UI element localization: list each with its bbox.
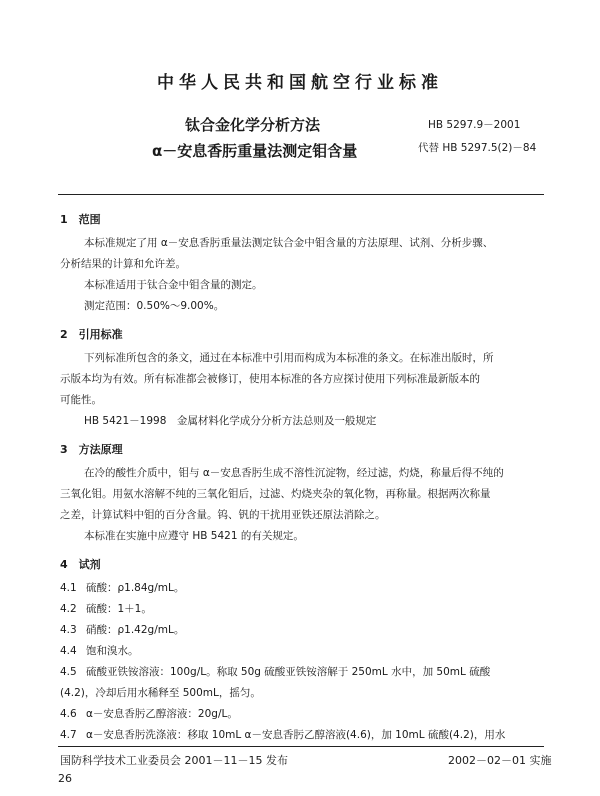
replaced-standard: 代替 HB 5297.5(2)－84 — [418, 142, 537, 154]
reagent-text: 硫酸：ρ1.84g/mL。 — [86, 582, 185, 594]
standard-code: HB 5297.9－2001 — [428, 119, 521, 131]
section-3-paragraph-line: 本标准在实施中应遵守 HB 5421 的有关规定。 — [84, 530, 304, 542]
title-line-2: α－安息香肟重量法测定钼含量 — [152, 142, 358, 160]
reagent-item — [60, 580, 184, 595]
section-2-heading: 2 引用标准 — [60, 328, 123, 341]
section-2-paragraph-line: 下列标准所包含的条文，通过在本标准中引用而构成为本标准的条文。在标准出版时，所 — [84, 352, 494, 364]
reagent-number: 4.3 — [60, 624, 77, 636]
section-3-paragraph-line: 在冷的酸性介质中，钼与 α－安息香肟生成不溶性沉淀物，经过滤，灼烧，称量后得不纯的 — [84, 467, 504, 479]
section-1-paragraph-line: 测定范围：0.50%～9.00%。 — [84, 300, 225, 312]
reagent-item — [60, 622, 184, 637]
page-number: 26 — [58, 772, 72, 785]
reagent-text: α－安息香肟洗涤液：移取 10mL α－安息香肟乙醇溶液(4.6)，加 10mL 硫酸(4.2)，用水 — [86, 729, 506, 741]
reagent-text: 硝酸：ρ1.42g/mL。 — [86, 624, 185, 636]
section-1-paragraph-line: 本标准规定了用 α－安息香肟重量法测定钛合金中钼含量的方法原理、试剂、分析步骤、 — [84, 237, 494, 249]
referenced-standard: HB 5421－1998 金属材料化学成分分析方法总则及一般规定 — [84, 415, 377, 427]
reagent-item — [60, 643, 139, 658]
section-3-heading: 3 方法原理 — [60, 443, 123, 456]
reagent-text: α－安息香肟乙醇溶液：20g/L。 — [86, 708, 238, 720]
reagent-number: 4.4 — [60, 645, 77, 657]
section-4-heading: 4 试剂 — [60, 558, 101, 571]
effective-date: 2002－02－01 实施 — [448, 754, 552, 767]
reagent-number: 4.5 — [60, 666, 77, 678]
reagent-item-continuation — [60, 685, 261, 700]
reagent-number: 4.1 — [60, 582, 77, 594]
reagent-text: 硫酸：1＋1。 — [86, 603, 152, 615]
standard-category-header: 中华人民共和国航空行业标准 — [157, 73, 443, 93]
section-2-paragraph-line: 示版本均为有效。所有标准都会被修订，使用本标准的各方应探讨使用下列标准最新版本的 — [60, 373, 480, 385]
reagent-text: (4.2)，冷却后用水稀释至 500mL，摇匀。 — [60, 687, 261, 699]
reagent-text: 硫酸亚铁铵溶液：100g/L。称取 50g 硫酸亚铁铵溶解于 250mL 水中，加 50mL 硫酸 — [86, 666, 491, 678]
reagent-item — [60, 601, 152, 616]
section-3-paragraph-line: 之差，计算试料中钼的百分含量。钨、钒的干扰用亚铁还原法消除之。 — [60, 509, 386, 521]
reagent-number: 4.6 — [60, 708, 77, 720]
publisher-line: 国防科学技术工业委员会 2001－11－15 发布 — [60, 754, 288, 767]
title-line-1: 钛合金化学分析方法 — [185, 116, 321, 134]
reagent-number: 4.2 — [60, 603, 77, 615]
section-3-paragraph-line: 三氧化钼。用氨水溶解不纯的三氧化钼后，过滤、灼烧夹杂的氧化物，再称量。根据两次称量 — [60, 488, 491, 500]
reagent-number: 4.7 — [60, 729, 77, 741]
section-1-paragraph-line: 本标准适用于钛合金中钼含量的测定。 — [84, 279, 263, 291]
footer-divider — [58, 746, 544, 747]
reagent-item — [60, 706, 238, 721]
section-1-heading: 1 范围 — [60, 213, 101, 226]
section-1-paragraph-line: 分析结果的计算和允许差。 — [60, 258, 186, 270]
header-divider — [58, 194, 544, 195]
reagent-item — [60, 727, 505, 742]
reagent-item — [60, 664, 490, 679]
section-2-paragraph-line: 可能性。 — [60, 394, 102, 406]
reagent-text: 饱和溴水。 — [86, 645, 139, 657]
